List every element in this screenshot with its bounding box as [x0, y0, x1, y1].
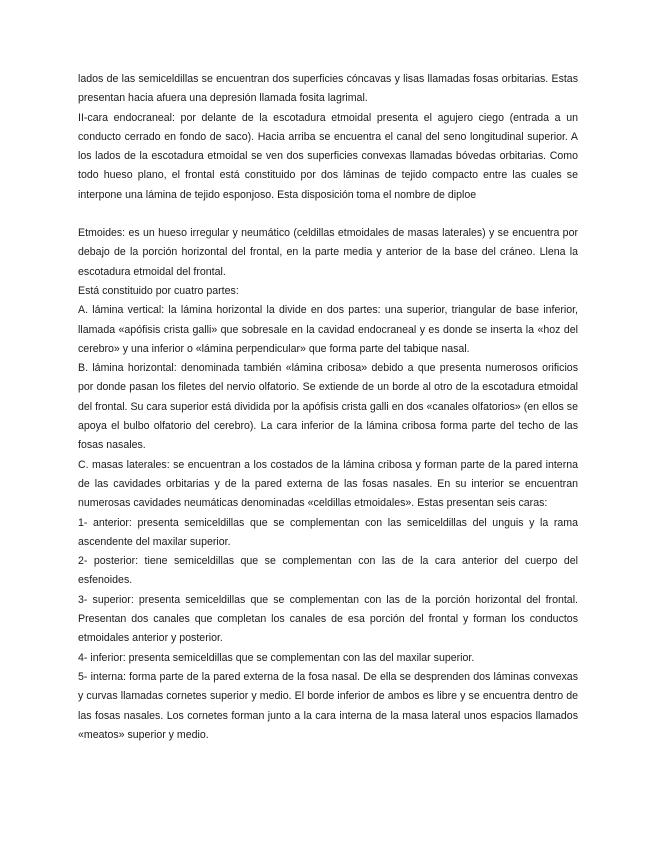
paragraph-lamina-vertical: A. lámina vertical: la lámina horizontal la divide en dos partes: una superior, triangular de base inferior, llamada «apófisis crista galli» que sobresale en la cavidad endocraneal y es donde se inserta la «hoz del cerebro» y una inferior o «lámina perpendicular» que forma parte del tabique nasal.	[78, 304, 578, 355]
paragraph-fosas-orbitarias: lados de las semiceldillas se encuentran dos superficies cóncavas y lisas llamadas fosas orbitarias. Estas presentan hacia afuera una depresión llamada fosita lagrimal.	[78, 73, 578, 105]
paragraph-masas-laterales: C. masas laterales: se encuentran a los costados de la lámina cribosa y forman parte de la pared interna de las cavidades orbitarias y de la pared externa de las fosas nasales. En su interior se encuentran numerosas cavidades neumáticas denominadas «celdillas etmoidales». Estas presentan seis caras:	[78, 458, 578, 510]
paragraph-cara-endocraneal: II-cara endocraneal: por delante de la escotadura etmoidal presenta el agujero ciego (entrada a un conducto cerrado en fondo de saco). Hacia arriba se encuentra el canal del seno longitudinal superior. A los lados de la escotadura etmoidal se ven dos superficies convexas llamadas bóvedas orbitarias. Como todo hueso plano, el frontal está constituido por dos láminas de tejido compacto entre las cuales se interpone una lámina de tejido esponjoso. Esta disposición toma el nombre de diploe	[78, 111, 578, 201]
paragraph-cara-posterior: 2- posterior: tiene semiceldillas que se complementan con las de la cara anterior del cuerpo del esfenoides.	[78, 555, 578, 587]
paragraph-cara-inferior: 4- inferior: presenta semiceldillas que se complementan con las del maxilar superior.	[78, 651, 475, 664]
paragraph-lamina-horizontal: B. lámina horizontal: denominada también «lámina cribosa» debido a que presenta numerosos orificios por donde pasan los filetes del nervio olfatorio. Se extiende de un borde al otro de la escotadura etmoidal del frontal. Su cara superior está dividida por la apófisis crista galli en dos «canales olfatorios» (en ellos se apoya el bulbo olfatorio del cerebro). La cara inferior de la lámina cribosa forma parte del techo de las fosas nasales.	[78, 362, 578, 452]
document-page	[78, 70, 578, 745]
paragraph-cara-anterior: 1- anterior: presenta semiceldillas que se complementan con las semiceldillas del unguis y la rama ascendente del maxilar superior.	[78, 516, 578, 548]
paragraph-spacer	[78, 205, 578, 224]
paragraph-cara-superior: 3- superior: presenta semiceldillas que se complementan con las de la porción horizontal del frontal. Presentan dos canales que completan los canales de esa porción del frontal y forman los conductos etmoidales anterior y posterior.	[78, 593, 578, 645]
paragraph-etmoides-intro: Etmoides: es un hueso irregular y neumático (celdillas etmoidales de masas laterales) y se encuentra por debajo de la porción horizontal del frontal, en la parte media y anterior de la base del cráneo. Llena la escotadura etmoidal del frontal.	[78, 227, 578, 278]
paragraph-cuatro-partes: Está constituido por cuatro partes:	[78, 284, 239, 297]
paragraph-cara-interna: 5- interna: forma parte de la pared externa de la fosa nasal. De ella se desprenden dos láminas convexas y curvas llamadas cornetes superior y medio. El borde inferior de ambos es libre y se encuentra dentro de las fosas nasales. Los cornetes forman junto a la cara interna de la masa lateral unos espacios llamados «meatos» superior y medio.	[78, 670, 578, 741]
